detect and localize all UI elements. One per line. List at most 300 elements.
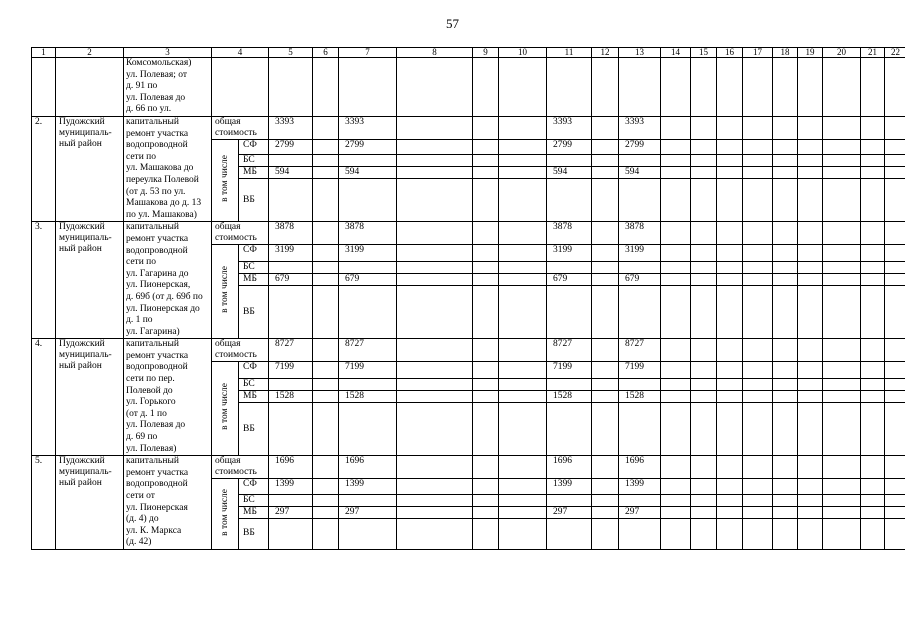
value-cell bbox=[798, 262, 823, 274]
value-cell bbox=[798, 494, 823, 506]
value-vb-col11 bbox=[547, 179, 592, 222]
work-description-line: д. 69 по bbox=[126, 432, 158, 443]
value-cell bbox=[691, 286, 717, 339]
value-total-col11: 3393 bbox=[547, 117, 592, 140]
value-cell bbox=[661, 222, 691, 245]
work-description-line: ремонт участка bbox=[126, 467, 189, 478]
sf-label: СФ bbox=[239, 140, 269, 155]
value-mb-col11: 1528 bbox=[547, 391, 592, 403]
value-cell bbox=[499, 339, 547, 362]
bs-label: БС bbox=[239, 262, 269, 274]
column-number: 15 bbox=[691, 48, 717, 58]
work-description-line: (д. 42) bbox=[126, 537, 152, 548]
value-cell bbox=[885, 518, 905, 549]
value-cell bbox=[798, 362, 823, 379]
value-cell bbox=[717, 117, 743, 140]
value-cell bbox=[661, 391, 691, 403]
value-cell bbox=[885, 58, 905, 117]
value-cell bbox=[473, 117, 499, 140]
column-number: 2 bbox=[56, 48, 124, 58]
work-description-line: ул. Гагарина) bbox=[126, 326, 180, 337]
value-cell bbox=[499, 179, 547, 222]
value-vb-col5 bbox=[269, 179, 313, 222]
value-cell bbox=[823, 140, 861, 155]
value-cell bbox=[691, 339, 717, 362]
value-total-col13: 8727 bbox=[619, 339, 661, 362]
value-cell bbox=[592, 58, 619, 117]
column-number: 6 bbox=[313, 48, 339, 58]
value-cell bbox=[592, 286, 619, 339]
value-cell bbox=[773, 403, 798, 456]
work-description-line: (от д. 53 по ул. bbox=[126, 186, 186, 197]
value-cell bbox=[743, 456, 773, 479]
continuation-row bbox=[32, 58, 905, 117]
work-description-line: капитальный bbox=[126, 222, 179, 233]
value-sf-col13: 1399 bbox=[619, 479, 661, 495]
value-mb-col5: 297 bbox=[269, 506, 313, 518]
value-cell bbox=[691, 155, 717, 167]
value-cell bbox=[397, 167, 473, 179]
value-cell bbox=[473, 245, 499, 262]
value-cell bbox=[592, 456, 619, 479]
value-vb-col11 bbox=[547, 518, 592, 549]
value-cell bbox=[397, 403, 473, 456]
value-sf-col7: 1399 bbox=[339, 479, 397, 495]
value-cell bbox=[691, 403, 717, 456]
row-number: 3. bbox=[32, 222, 56, 339]
work-description-line: по ул. Машакова) bbox=[126, 209, 197, 220]
value-bs-col13 bbox=[619, 494, 661, 506]
value-cell bbox=[397, 518, 473, 549]
value-total-col11: 3878 bbox=[547, 222, 592, 245]
value-cell bbox=[691, 58, 717, 117]
work-description-line: сети от bbox=[126, 491, 155, 501]
value-cell bbox=[661, 506, 691, 518]
value-cell bbox=[592, 379, 619, 391]
value-cell bbox=[773, 456, 798, 479]
value-cell bbox=[743, 362, 773, 379]
value-cell bbox=[823, 506, 861, 518]
work-description-line: водопроводной bbox=[126, 245, 188, 256]
value-cell bbox=[313, 403, 339, 456]
value-bs-col7 bbox=[339, 494, 397, 506]
value-cell bbox=[773, 167, 798, 179]
value-sf-col13: 7199 bbox=[619, 362, 661, 379]
value-cell bbox=[473, 58, 499, 117]
value-cell bbox=[499, 518, 547, 549]
value-cell bbox=[885, 339, 905, 362]
value-cell bbox=[313, 222, 339, 245]
value-cell bbox=[313, 262, 339, 274]
value-cell bbox=[861, 391, 885, 403]
value-mb-col13: 679 bbox=[619, 274, 661, 286]
value-cell bbox=[798, 245, 823, 262]
value-bs-col11 bbox=[547, 494, 592, 506]
value-cell bbox=[661, 262, 691, 274]
work-description-line: ул. К. Маркса bbox=[126, 525, 182, 536]
value-cell bbox=[397, 456, 473, 479]
value-cell bbox=[592, 339, 619, 362]
value-cell bbox=[861, 245, 885, 262]
value-mb-col5: 594 bbox=[269, 167, 313, 179]
value-bs-col5 bbox=[269, 494, 313, 506]
row-total bbox=[32, 222, 905, 245]
value-cell bbox=[397, 155, 473, 167]
value-cell bbox=[473, 286, 499, 339]
value-cell bbox=[499, 117, 547, 140]
value-cell bbox=[592, 222, 619, 245]
value-cell bbox=[885, 155, 905, 167]
value-cell bbox=[592, 506, 619, 518]
value-cell bbox=[773, 179, 798, 222]
value-cell bbox=[313, 58, 339, 117]
work-description-line: д. 66 по ул. bbox=[126, 104, 172, 115]
value-cell bbox=[397, 286, 473, 339]
value-bs-col13 bbox=[619, 379, 661, 391]
value-cell bbox=[691, 379, 717, 391]
value-total-col5: 8727 bbox=[269, 339, 313, 362]
value-cell bbox=[823, 58, 861, 117]
value-cell bbox=[798, 391, 823, 403]
value-cell bbox=[313, 140, 339, 155]
value-cell bbox=[592, 391, 619, 403]
value-cell bbox=[823, 518, 861, 549]
work-description-line: сети по bbox=[126, 257, 156, 268]
value-sf-col11: 7199 bbox=[547, 362, 592, 379]
value-cell bbox=[861, 140, 885, 155]
value-cell bbox=[691, 479, 717, 495]
value-cell bbox=[691, 362, 717, 379]
in-total-label: в том числе bbox=[220, 266, 230, 314]
value-vb-col13 bbox=[619, 518, 661, 549]
value-cell bbox=[717, 286, 743, 339]
in-total-vertical-label bbox=[212, 245, 239, 339]
value-cell bbox=[473, 167, 499, 179]
value-cell bbox=[823, 262, 861, 274]
sf-label: СФ bbox=[239, 479, 269, 495]
value-cell bbox=[691, 179, 717, 222]
value-cell bbox=[823, 222, 861, 245]
value-cell bbox=[798, 339, 823, 362]
row-total bbox=[32, 117, 905, 140]
value-vb-col7 bbox=[339, 403, 397, 456]
mb-label: МБ bbox=[239, 167, 269, 179]
value-cell bbox=[717, 339, 743, 362]
value-cell bbox=[691, 140, 717, 155]
value-cell bbox=[743, 391, 773, 403]
column-number: 5 bbox=[269, 48, 313, 58]
value-cell bbox=[499, 58, 547, 117]
value-cell bbox=[717, 58, 743, 117]
value-cell bbox=[473, 274, 499, 286]
value-cell bbox=[661, 403, 691, 456]
value-mb-col13: 1528 bbox=[619, 391, 661, 403]
value-vb-col5 bbox=[269, 286, 313, 339]
value-cell bbox=[473, 456, 499, 479]
value-cell bbox=[313, 494, 339, 506]
work-description bbox=[124, 222, 212, 339]
value-cell bbox=[313, 379, 339, 391]
value-cell bbox=[885, 222, 905, 245]
value-cell bbox=[691, 274, 717, 286]
mb-label: МБ bbox=[239, 274, 269, 286]
value-cell bbox=[717, 456, 743, 479]
value-cell bbox=[592, 274, 619, 286]
value-cell bbox=[661, 140, 691, 155]
value-cell bbox=[885, 140, 905, 155]
value-cell bbox=[773, 117, 798, 140]
value-cell bbox=[861, 155, 885, 167]
column-number: 19 bbox=[798, 48, 823, 58]
value-total-col5: 1696 bbox=[269, 456, 313, 479]
value-bs-col11 bbox=[547, 379, 592, 391]
total-cost-label: общая стоимость bbox=[212, 222, 269, 245]
value-cell bbox=[397, 379, 473, 391]
value-cell bbox=[717, 140, 743, 155]
column-number: 13 bbox=[619, 48, 661, 58]
work-description-line: д. 1 по bbox=[126, 315, 153, 326]
value-cell bbox=[397, 274, 473, 286]
value-cell bbox=[499, 362, 547, 379]
work-description-line: водопроводной bbox=[126, 479, 188, 490]
value-sf-col7: 7199 bbox=[339, 362, 397, 379]
in-total-vertical-label bbox=[212, 479, 239, 550]
value-cell bbox=[743, 286, 773, 339]
value-cell bbox=[592, 167, 619, 179]
value-cell bbox=[773, 274, 798, 286]
work-description-line: ул. Полевая) bbox=[126, 443, 177, 454]
work-description-line: ул. Машакова до bbox=[126, 163, 194, 174]
work-description-line: ремонт участка bbox=[126, 350, 189, 361]
value-cell bbox=[717, 362, 743, 379]
work-description-line: Полевой до bbox=[126, 385, 173, 396]
value-cell bbox=[743, 479, 773, 495]
value-cell bbox=[885, 391, 905, 403]
column-number: 21 bbox=[861, 48, 885, 58]
value-cell bbox=[397, 479, 473, 495]
column-number: 22 bbox=[885, 48, 905, 58]
value-cell bbox=[313, 286, 339, 339]
value-cell bbox=[592, 155, 619, 167]
column-number: 20 bbox=[823, 48, 861, 58]
value-cell bbox=[473, 494, 499, 506]
value-cell bbox=[773, 379, 798, 391]
value-cell bbox=[823, 379, 861, 391]
value-cell bbox=[691, 222, 717, 245]
row-number bbox=[32, 58, 56, 117]
value-cell bbox=[823, 494, 861, 506]
value-mb-col7: 1528 bbox=[339, 391, 397, 403]
value-cell bbox=[313, 179, 339, 222]
in-total-label: в том числе bbox=[220, 488, 230, 536]
value-cell bbox=[823, 456, 861, 479]
value-sf-col11: 3199 bbox=[547, 245, 592, 262]
value-cell bbox=[823, 245, 861, 262]
value-cell bbox=[798, 286, 823, 339]
value-cell bbox=[499, 379, 547, 391]
value-cell bbox=[861, 339, 885, 362]
work-description-line: д. 91 по bbox=[126, 81, 158, 92]
value-bs-col7 bbox=[339, 379, 397, 391]
value-cell bbox=[313, 245, 339, 262]
work-description-line: Комсомольская) bbox=[126, 58, 192, 68]
value-cell bbox=[823, 479, 861, 495]
value-cell bbox=[717, 391, 743, 403]
value-cell bbox=[473, 391, 499, 403]
value-cell bbox=[313, 391, 339, 403]
value-mb-col11: 297 bbox=[547, 506, 592, 518]
value-cell bbox=[798, 117, 823, 140]
value-cell bbox=[798, 403, 823, 456]
value-mb-col7: 679 bbox=[339, 274, 397, 286]
value-cell bbox=[885, 494, 905, 506]
value-cell bbox=[691, 167, 717, 179]
work-description-line: капитальный bbox=[126, 339, 179, 350]
value-cell bbox=[861, 403, 885, 456]
value-cell bbox=[313, 506, 339, 518]
value-cell bbox=[661, 479, 691, 495]
value-mb-col7: 297 bbox=[339, 506, 397, 518]
work-description-line: ремонт участка bbox=[126, 233, 189, 244]
value-cell bbox=[592, 245, 619, 262]
vb-label: ВБ bbox=[239, 286, 269, 339]
value-cell bbox=[885, 403, 905, 456]
value-cell bbox=[885, 379, 905, 391]
value-sf-col5: 1399 bbox=[269, 479, 313, 495]
work-description-line: (д. 4) до bbox=[126, 514, 159, 525]
work-description-line: ремонт участка bbox=[126, 128, 189, 139]
value-cell bbox=[619, 58, 661, 117]
value-vb-col13 bbox=[619, 403, 661, 456]
value-cell bbox=[473, 262, 499, 274]
value-cell bbox=[499, 479, 547, 495]
value-cell bbox=[717, 518, 743, 549]
total-cost-label: общая стоимость bbox=[212, 339, 269, 362]
value-cell bbox=[885, 179, 905, 222]
value-cell bbox=[717, 403, 743, 456]
column-number: 18 bbox=[773, 48, 798, 58]
value-cell bbox=[691, 494, 717, 506]
value-cell bbox=[717, 274, 743, 286]
value-cell bbox=[473, 140, 499, 155]
vb-label: ВБ bbox=[239, 179, 269, 222]
value-sf-col5: 7199 bbox=[269, 362, 313, 379]
value-cell bbox=[885, 167, 905, 179]
value-cell bbox=[773, 494, 798, 506]
value-cell bbox=[717, 155, 743, 167]
value-cell bbox=[691, 506, 717, 518]
mb-label: МБ bbox=[239, 506, 269, 518]
column-number: 10 bbox=[499, 48, 547, 58]
value-bs-col5 bbox=[269, 379, 313, 391]
value-cell bbox=[592, 262, 619, 274]
work-description-line: ул. Горького bbox=[126, 397, 176, 408]
value-vb-col5 bbox=[269, 518, 313, 549]
value-cell bbox=[861, 456, 885, 479]
value-cell bbox=[861, 506, 885, 518]
district-name: Пудожский муниципаль-ный район bbox=[56, 117, 124, 222]
value-cell bbox=[798, 155, 823, 167]
value-cell bbox=[397, 494, 473, 506]
value-bs-col5 bbox=[269, 155, 313, 167]
value-bs-col13 bbox=[619, 262, 661, 274]
value-mb-col11: 594 bbox=[547, 167, 592, 179]
value-cell bbox=[661, 58, 691, 117]
vb-label: ВБ bbox=[239, 403, 269, 456]
in-total-vertical-label bbox=[212, 140, 239, 222]
value-cell bbox=[743, 274, 773, 286]
value-cell bbox=[661, 155, 691, 167]
value-cell bbox=[861, 518, 885, 549]
value-cell bbox=[798, 167, 823, 179]
value-cell bbox=[861, 117, 885, 140]
value-cell bbox=[885, 274, 905, 286]
value-cell bbox=[885, 456, 905, 479]
value-cell bbox=[885, 286, 905, 339]
value-cell bbox=[397, 179, 473, 222]
value-cell bbox=[798, 179, 823, 222]
work-description bbox=[124, 456, 212, 550]
value-cell bbox=[499, 286, 547, 339]
value-cell bbox=[885, 362, 905, 379]
value-total-col7: 1696 bbox=[339, 456, 397, 479]
value-cell bbox=[798, 518, 823, 549]
column-number: 11 bbox=[547, 48, 592, 58]
vb-label: ВБ bbox=[239, 518, 269, 549]
value-cell bbox=[798, 222, 823, 245]
value-mb-col5: 1528 bbox=[269, 391, 313, 403]
column-number: 16 bbox=[717, 48, 743, 58]
work-description-line: сети по bbox=[126, 151, 156, 162]
value-cell bbox=[798, 58, 823, 117]
value-cell bbox=[473, 339, 499, 362]
value-cell bbox=[823, 117, 861, 140]
value-cell bbox=[691, 391, 717, 403]
value-total-col11: 1696 bbox=[547, 456, 592, 479]
row-number: 4. bbox=[32, 339, 56, 456]
value-sf-col5: 2799 bbox=[269, 140, 313, 155]
row-total bbox=[32, 339, 905, 362]
value-cell bbox=[397, 245, 473, 262]
value-cell bbox=[661, 167, 691, 179]
value-cell bbox=[717, 245, 743, 262]
value-cell bbox=[661, 286, 691, 339]
value-cell bbox=[823, 274, 861, 286]
value-total-col13: 1696 bbox=[619, 456, 661, 479]
value-sf-col11: 1399 bbox=[547, 479, 592, 495]
work-description-line: ул. Гагарина до bbox=[126, 268, 189, 279]
district-name: Пудожский муниципаль-ный район bbox=[56, 339, 124, 456]
value-cell bbox=[773, 339, 798, 362]
value-cell bbox=[661, 117, 691, 140]
value-cell bbox=[798, 274, 823, 286]
mb-label: МБ bbox=[239, 391, 269, 403]
value-cell bbox=[861, 179, 885, 222]
value-cell bbox=[743, 179, 773, 222]
value-cell bbox=[823, 286, 861, 339]
value-cell bbox=[499, 155, 547, 167]
value-cell bbox=[861, 479, 885, 495]
work-description bbox=[124, 117, 212, 222]
value-cell bbox=[743, 58, 773, 117]
value-cell bbox=[661, 518, 691, 549]
value-cell bbox=[313, 479, 339, 495]
work-description bbox=[124, 58, 212, 117]
value-cell bbox=[861, 274, 885, 286]
value-vb-col13 bbox=[619, 179, 661, 222]
value-cell bbox=[313, 362, 339, 379]
column-number-row bbox=[32, 48, 905, 58]
